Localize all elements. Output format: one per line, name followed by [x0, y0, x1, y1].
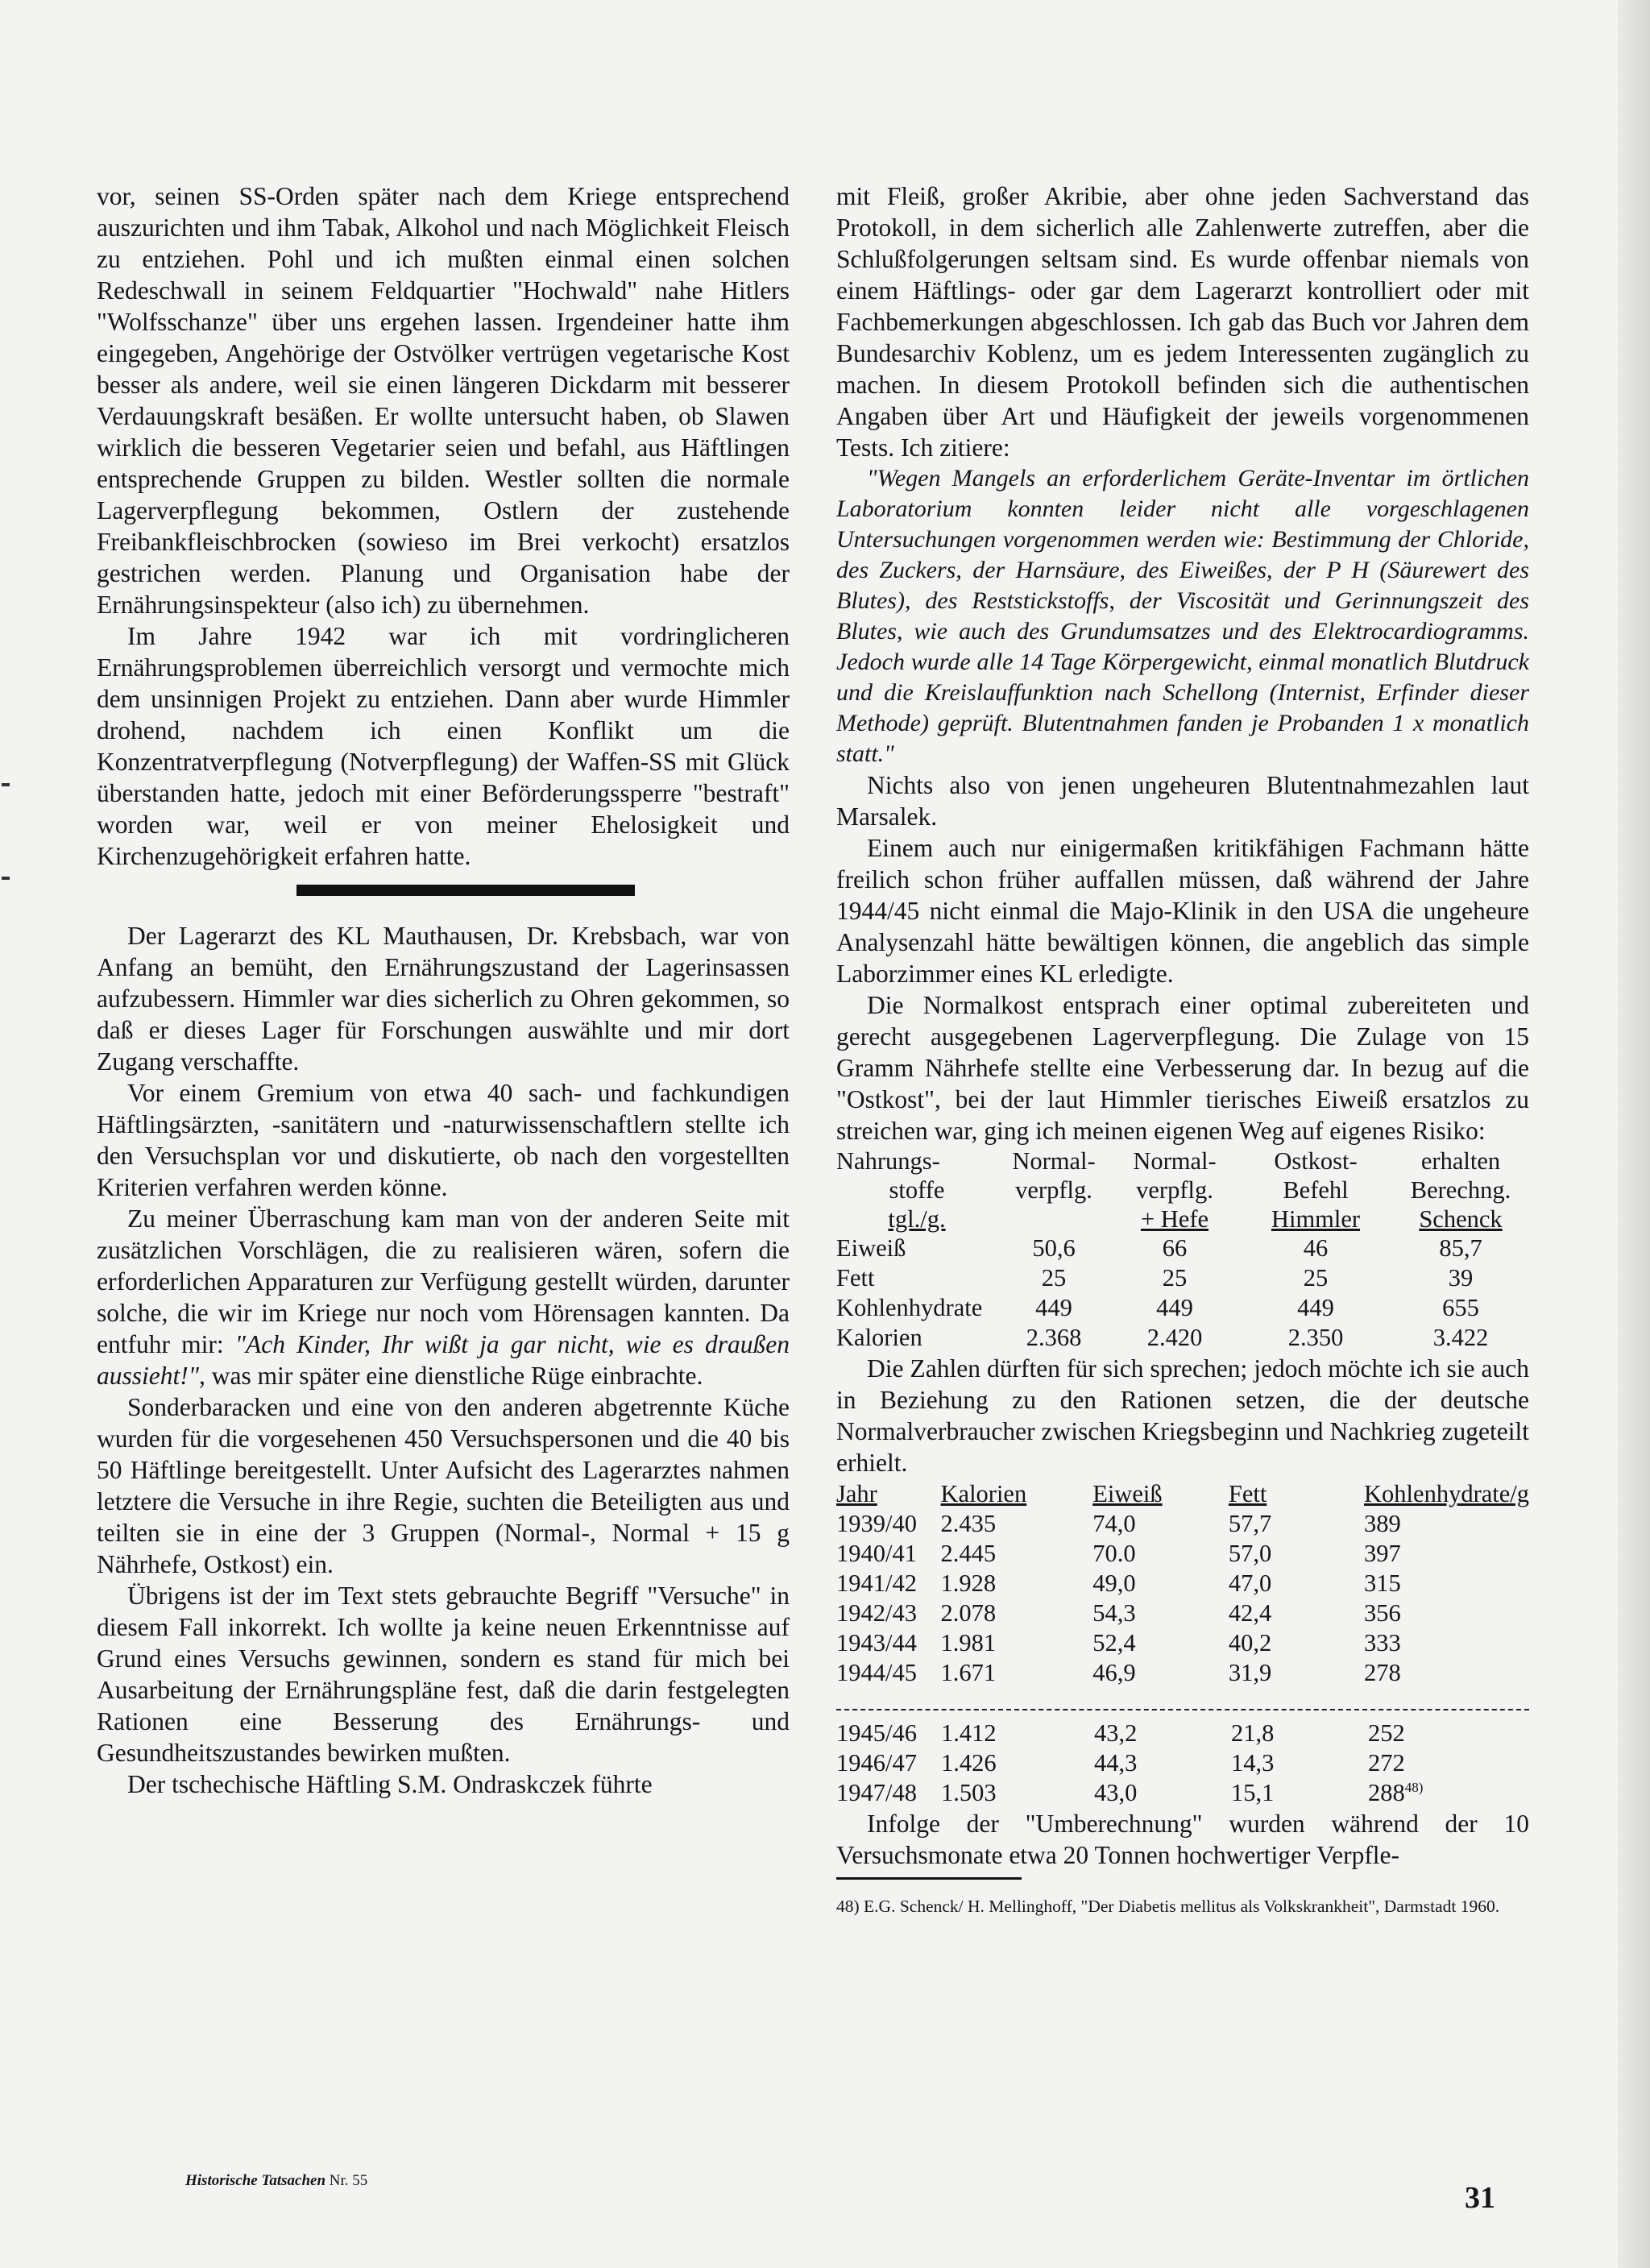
column-header: Jahr [836, 1480, 877, 1507]
paragraph: Sonderbaracken und eine von den anderen abgetrennte Küche wurden für die vorgesehenen 450 Versuchspersonen und die 40 bis 50 Häftlinge bereitgestellt. Unter Aufsicht des Lagerarztes nahmen letztere die Versuche in ihre Regie, suchten die Beteiligten aus und teilten sie in eine der 3 Gruppen (Normal-, Normal + 15 g Nährhefe, Ostkost) ein. [97, 1393, 790, 1578]
margin-mark [2, 783, 10, 786]
table-header-row [836, 1146, 1529, 1175]
table-cell: 1946/47 [836, 1749, 917, 1777]
table-cell: 50,6 [1032, 1234, 1076, 1262]
column-header: Normal- [1012, 1147, 1096, 1175]
postwar-ration-table [836, 1719, 1529, 1808]
paragraph: Die Normalkost entsprach einer optimal zubereiteten und gerecht ausgegebenen Lagerverpflegung. Die Zulage von 15 Gramm Nährhefe stellte eine Verbesserung dar. In bezug auf die "Ostkost", bei der laut Himmler tierisches Eiweiß ersatzlos zu streichen war, ging ich meinen eigenen Weg auf eigenes Risiko: [836, 991, 1529, 1145]
table-cell: 272 [1368, 1749, 1405, 1777]
table-cell: 397 [1364, 1540, 1401, 1567]
column-header: Nahrungs- [836, 1147, 940, 1175]
table-cell: 1940/41 [836, 1540, 917, 1567]
table-cell: 49,0 [1092, 1569, 1136, 1597]
paragraph: Infolge der "Umberechnung" wurden während der 10 Versuchsmonate etwa 20 Tonnen hochwertiger Verpfle- [836, 1810, 1529, 1869]
protocol-quote: "Wegen Mangels an erforderlichem Geräte-Inventar im örtlichen Laboratorium konnten leider nicht alle vorgeschlagenen Untersuchungen vorgenommen werden wie: Bestimmung der Chloride, des Zuckers, der Harnsäure, des Eiweißes, der P H (Säurewert des Blutes), des Reststickstoffs, der Viscosität und Gerinnungszeit des Blutes, wie auch des Grundumsatzes und des Elektrocardiogramms. Jedoch wurde alle 14 Tage Körpergewicht, einmal monatlich Blutdruck und die Kreislauffunktion nach Schellong (Internist, Erfinder dieser Methode) geprüft. Blutentnahmen fanden je Probanden 1 x monatlich statt." [836, 465, 1529, 767]
table-cell: 252 [1368, 1719, 1405, 1747]
table-cell: 1.412 [941, 1719, 997, 1747]
table-cell: 449 [1297, 1294, 1334, 1321]
paragraph-text: , was mir später eine dienstliche Rüge einbrachte. [198, 1362, 703, 1390]
column-header: Kalorien [940, 1480, 1027, 1507]
ration-comparison-table [836, 1146, 1529, 1353]
table-row [836, 1598, 1529, 1628]
table-row [836, 1719, 1529, 1748]
table-cell: 449 [1156, 1294, 1193, 1321]
row-label: Kohlenhydrate [836, 1294, 983, 1321]
table-cell: 40,2 [1228, 1629, 1272, 1656]
table-cell: 70.0 [1092, 1540, 1136, 1567]
column-header: Berechng. [1410, 1176, 1511, 1204]
column-header: verpflg. [1136, 1176, 1213, 1204]
table-cell: 1.426 [941, 1749, 997, 1777]
table-cell: 1944/45 [836, 1659, 917, 1686]
journal-footer [185, 2172, 367, 2190]
table-cell: 449 [1035, 1294, 1072, 1321]
table-cell: 1945/46 [836, 1719, 917, 1747]
table-cell: 52,4 [1092, 1629, 1136, 1656]
table-row [836, 1234, 1529, 1263]
section-divider [296, 885, 635, 896]
paragraph: Die Zahlen dürften für sich sprechen; jedoch möchte ich sie auch in Beziehung zu den Rationen setzen, die der deutsche Normalverbraucher zwischen Kriegsbeginn und Nachkrieg zugeteilt erhielt. [836, 1354, 1529, 1477]
column-header: Befehl [1283, 1176, 1349, 1204]
row-label: Fett [836, 1264, 875, 1292]
table-cell: 278 [1364, 1659, 1401, 1686]
table-cell: 2.420 [1146, 1324, 1203, 1351]
table-cell: 1.981 [940, 1629, 997, 1656]
column-header: Fett [1228, 1480, 1267, 1507]
paragraph: vor, seinen SS-Orden später nach dem Kriege entsprechend auszurichten und ihm Tabak, Alkohol und nach Möglichkeit Fleisch zu entziehen. Pohl und ich mußten einmal einen solchen Redeschwall in seinem Feldquartier "Hochwald" nahe Hitlers "Wolfsschanze" über uns ergehen lassen. Irgendeiner hatte ihm eingegeben, Angehörige der Ostvölker vertrügen vegetarische Kost besser als andere, weil sie einen längeren Dickdarm mit besserer Verdauungskraft besäßen. Er wollte untersucht haben, ob Slawen wirklich die besseren Vegetarier seien und befahl, aus Häftlingen entsprechende Gruppen zu bilden. Westler sollten die normale Lagerverpflegung bekommen, Ostlern der zustehende Freibankfleischbrocken (sowieso im Brei verkocht) ersatzlos gestrichen werden. Planung und Organisation habe der Ernährungsinspekteur (also ich) zu übernehmen. [97, 182, 790, 619]
table-cell: 15,1 [1231, 1779, 1275, 1806]
column-header: Normal- [1133, 1147, 1217, 1175]
journal-title: Historische Tatsachen [185, 2172, 326, 2189]
paragraph: Vor einem Gremium von etwa 40 sach- und fachkundigen Häftlingsärzten, -sanitätern und -naturwissenschaftlern stellte ich den Versuchsplan vor und diskutierte, ob nach den vorgestellten Kriterien verfahren werden könne. [97, 1079, 790, 1201]
table-cell: 31,9 [1228, 1659, 1272, 1686]
table-cell: 25 [1162, 1264, 1188, 1292]
civilian-ration-table [836, 1478, 1529, 1688]
table-cell: 46,9 [1092, 1659, 1136, 1686]
table-cell [1368, 1778, 1529, 1808]
table-cell: 43,0 [1094, 1779, 1138, 1806]
table-cell: 2.078 [940, 1599, 997, 1627]
table-cell: 85,7 [1439, 1234, 1482, 1262]
table-cell: 1.503 [941, 1779, 997, 1806]
page-edge [1618, 0, 1650, 2268]
table-cell: 21,8 [1231, 1719, 1275, 1747]
page-number: 31 [1465, 2181, 1495, 2215]
table-cell: 1943/44 [836, 1629, 917, 1656]
paragraph: Der tschechische Häftling S.M. Ondraskczek führte [127, 1770, 653, 1798]
table-cell: 1939/40 [836, 1510, 917, 1537]
table-cell: 47,0 [1228, 1569, 1272, 1597]
paragraph: Nichts also von jenen ungeheuren Blutentnahmezahlen laut Marsalek. [836, 771, 1529, 831]
table-cell: 1947/48 [836, 1779, 917, 1806]
table-cell: 66 [1162, 1234, 1188, 1262]
column-header: Schenck [1419, 1205, 1503, 1233]
table-cell: 655 [1442, 1294, 1479, 1321]
column-header: stoffe [889, 1176, 945, 1204]
column-header: tgl./g. [888, 1205, 946, 1233]
table-cell: 2.435 [940, 1510, 997, 1537]
table-cell: 2.445 [940, 1540, 997, 1567]
table-row [836, 1293, 1529, 1323]
table-row [836, 1323, 1529, 1353]
table-row [836, 1628, 1529, 1658]
table-row [836, 1263, 1529, 1293]
table-cell: 46 [1303, 1234, 1329, 1262]
table-cell: 389 [1364, 1510, 1401, 1537]
table-cell: 43,2 [1094, 1719, 1138, 1747]
left-column [97, 180, 790, 1800]
row-label: Kalorien [836, 1324, 922, 1351]
table-header-row [836, 1204, 1529, 1234]
paragraph: Übrigens ist der im Text stets gebrauchte Begriff "Versuche" in diesem Fall inkorrekt. Ich wollte ja keine neuen Erkenntnisse auf Grund eines Versuchs gewinnen, sondern es stand für mich bei Ausarbeitung der Ernährungspläne fest, daß die darin festgelegten Rationen eine Besserung des Ernährungs- und Gesundheitszustandes bewirken mußten. [97, 1582, 790, 1767]
table-cell: 1941/42 [836, 1569, 917, 1597]
table-cell: 2.350 [1287, 1324, 1344, 1351]
table-cell: 1942/43 [836, 1599, 917, 1627]
paragraph: Im Jahre 1942 war ich mit vordringlicheren Ernährungsproblemen überreichlich versorgt und vermochte mich dem unsinnigen Projekt zu entziehen. Dann aber wurde Himmler drohend, nachdem ich einen Konflikt um die Konzentratverpflegung (Notverpflegung) der Waffen-SS mit Glück überstanden hatte, jedoch mit einer Beförderungssperre "bestraft" worden war, weil er von meiner Ehelosigkeit und Kirchenzugehörigkeit erfahren hatte. [97, 622, 790, 870]
table-header-row [836, 1478, 1529, 1509]
table-cell: 1.671 [940, 1659, 997, 1686]
column-header: erhalten [1420, 1147, 1501, 1175]
paragraph: Einem auch nur einigermaßen kritikfähigen Fachmann hätte freilich schon früher auffallen müssen, daß während der Jahre 1944/45 nicht einmal die Majo-Klinik in den USA die ungeheure Analysenzahl hätte bewältigen können, die angeblich das simple Laborzimmer eines KL erledigte. [836, 834, 1529, 988]
column-header: + Hefe [1140, 1205, 1209, 1233]
column-header: Eiweiß [1092, 1480, 1163, 1507]
table-row [836, 1658, 1529, 1688]
quoted-exclamation: "Ach Kinder, Ihr wißt ja gar nicht, wie es draußen aussieht!" [97, 1330, 790, 1390]
margin-mark [2, 877, 10, 880]
issue-number: Nr. 55 [329, 2172, 368, 2189]
table-cell: 1.928 [940, 1569, 997, 1597]
table-cell: 74,0 [1092, 1510, 1136, 1537]
footnote-rule [836, 1877, 1022, 1880]
column-header: verpflg. [1015, 1176, 1092, 1204]
column-header: Kohlenhydrate/g [1364, 1480, 1529, 1507]
footnote: 48) E.G. Schenck/ H. Mellinghoff, "Der Diabetis mellitus als Volkskrankheit", Darmstadt 1960. [836, 1897, 1500, 1916]
table-row [836, 1778, 1529, 1808]
table-header-row [836, 1175, 1529, 1204]
table-row [836, 1748, 1529, 1778]
table-cell: 14,3 [1231, 1749, 1275, 1777]
table-cell: 42,4 [1228, 1599, 1272, 1627]
table-row [836, 1509, 1529, 1539]
table-cell: 57,7 [1228, 1510, 1272, 1537]
table-cell: 54,3 [1092, 1599, 1136, 1627]
table-cell: 3.422 [1432, 1324, 1489, 1351]
paragraph: mit Fleiß, großer Akribie, aber ohne jeden Sachverstand das Protokoll, in dem sicherlich alle Zahlenwerte zutreffen, aber die Schlußfolgerungen seltsam sind. Es wurde offenbar niemals von einem Häftlings- oder gar dem Lagerarzt kontrolliert oder mit Fachbemerkungen abgeschlossen. Ich gab das Buch vor Jahren dem Bundesarchiv Koblenz, um es jedem Interessenten zugänglich zu machen. In diesem Protokoll befinden sich die authentischen Angaben über Art und Häufigkeit der jeweils vorgenommenen Tests. Ich zitiere: [836, 182, 1529, 462]
paragraph: Der Lagerarzt des KL Mauthausen, Dr. Krebsbach, war von Anfang an bemüht, den Ernährungszustand der Lagerinsassen aufzubessern. Himmler war dies sicherlich zu Ohren gekommen, so daß er dieses Lager für Forschungen auswählte und mir dort Zugang verschaffte. [97, 922, 790, 1076]
table-row [836, 1539, 1529, 1569]
dashed-separator [836, 1709, 1529, 1710]
table-cell: 39 [1448, 1264, 1474, 1292]
paragraph-text: Zu meiner Überraschung kam man von der anderen Seite mit zusätzlichen Vorschlägen, die zu realisieren wären, sofern die erforderlichen Apparaturen zur Verfügung gestellt würden, darunter solche, die wir im Kriege nur noch vom Hörensagen kannten. Da entfuhr mir: [97, 1204, 790, 1358]
table-cell-value: 288 [1368, 1779, 1405, 1806]
column-header: Ostkost- [1274, 1147, 1358, 1175]
footnote-reference: 48) [1404, 1779, 1424, 1795]
table-cell: 333 [1364, 1629, 1401, 1656]
table-cell: 57,0 [1228, 1540, 1272, 1567]
table-cell: 356 [1364, 1599, 1401, 1627]
table-cell: 315 [1364, 1569, 1401, 1597]
table-row [836, 1569, 1529, 1598]
table-cell: 25 [1041, 1264, 1067, 1292]
column-header: Himmler [1271, 1205, 1361, 1233]
row-label: Eiweiß [836, 1234, 906, 1262]
table-cell: 25 [1303, 1264, 1329, 1292]
paragraph [97, 1203, 790, 1391]
table-cell: 2.368 [1026, 1324, 1082, 1351]
right-column [836, 180, 1529, 1918]
table-cell: 44,3 [1094, 1749, 1138, 1777]
